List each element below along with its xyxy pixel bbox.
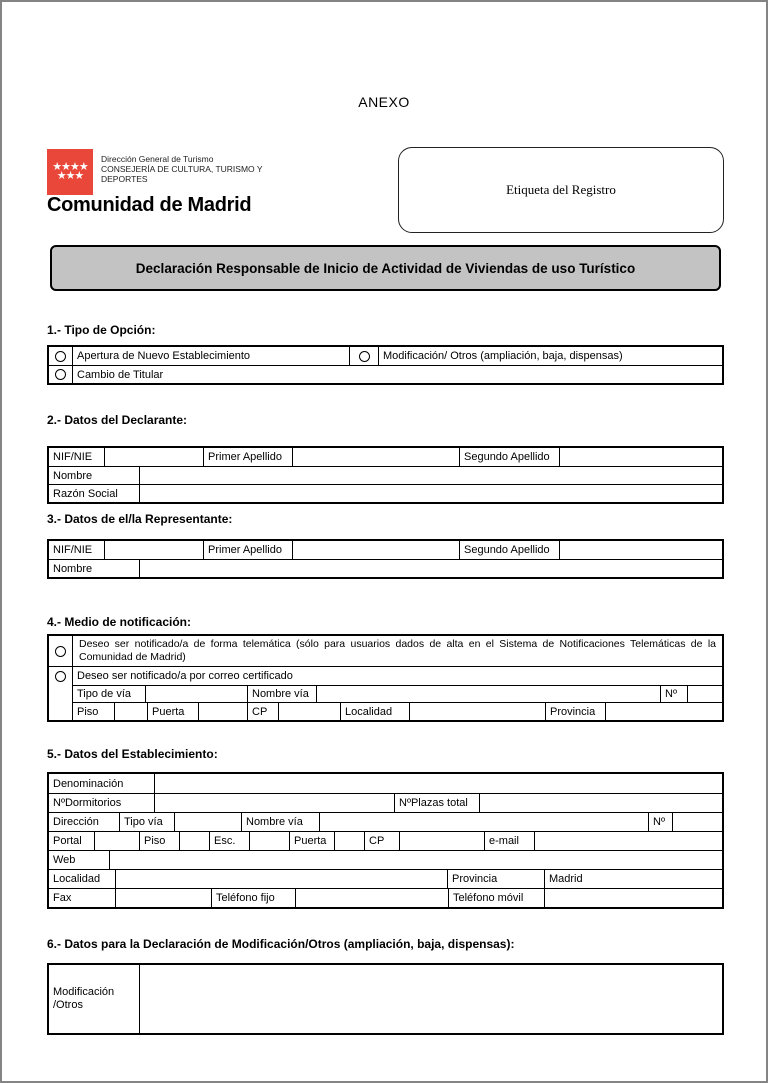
declarante-nombre-label: Nombre	[53, 469, 93, 482]
estab-telefono-movil-label: Teléfono móvil	[448, 889, 544, 907]
dept-line-1: Dirección General de Turismo	[101, 154, 214, 164]
declarante-primer-apellido-input[interactable]	[292, 448, 459, 466]
declarante-nif-label: NIF/NIE	[53, 451, 93, 463]
section4-heading: 4.- Medio de notificación:	[47, 615, 192, 629]
notif-piso-input[interactable]	[114, 703, 147, 720]
estab-web-input[interactable]	[109, 851, 722, 869]
section5-table	[47, 772, 724, 909]
representante-segundo-apellido-input[interactable]	[559, 541, 722, 559]
representante-nombre-input[interactable]	[139, 560, 722, 577]
representante-primer-apellido-label: Primer Apellido	[203, 541, 292, 559]
representante-nif-label: NIF/NIE	[53, 544, 93, 556]
notif-numero-label: Nº	[660, 686, 687, 703]
estab-email-input[interactable]	[534, 832, 722, 850]
representante-segundo-apellido-label: Segundo Apellido	[459, 541, 559, 559]
estab-telefono-fijo-label: Teléfono fijo	[211, 889, 295, 907]
declarante-segundo-apellido-input[interactable]	[559, 448, 722, 466]
estab-piso-input[interactable]	[179, 832, 209, 850]
option-telematica-label: Deseo ser notificado/a de forma telemática (sólo para usuarios dados de alta en el Sistema de Notificaciones Telemáticas de la Comunidad de Madrid)	[72, 636, 722, 666]
notif-tipo-via-label: Tipo de vía	[77, 687, 132, 700]
logo-stars-icon: ★★★	[56, 170, 84, 182]
estab-esc-label: Esc.	[209, 832, 249, 850]
section3-table	[47, 539, 724, 579]
notif-localidad-input[interactable]	[409, 703, 545, 720]
estab-web-label: Web	[53, 854, 76, 866]
form-title-bar	[50, 245, 721, 291]
estab-cp-input[interactable]	[399, 832, 484, 850]
section5-heading: 5.- Datos del Establecimiento:	[47, 747, 218, 761]
estab-portal-input[interactable]	[94, 832, 139, 850]
estab-numero-label: Nº	[648, 813, 672, 831]
option-apertura-label: Apertura de Nuevo Establecimiento	[72, 347, 349, 365]
declarante-nif-input[interactable]	[104, 448, 203, 466]
estab-tipo-via-input[interactable]	[174, 813, 241, 831]
section2-heading: 2.- Datos del Declarante:	[47, 413, 188, 427]
estab-telefono-movil-input[interactable]	[544, 889, 722, 907]
notif-nombre-via-input[interactable]	[316, 686, 660, 703]
registry-label-text: Etiqueta del Registro	[506, 182, 616, 197]
notif-puerta-label: Puerta	[147, 703, 198, 720]
section6-heading: 6.- Datos para la Declaración de Modificación/Otros (ampliación, baja, dispensas):	[47, 937, 515, 951]
notif-cp-label: CP	[247, 703, 278, 720]
estab-dormitorios-label: NºDormitorios	[53, 797, 122, 809]
estab-telefono-fijo-input[interactable]	[295, 889, 448, 907]
representante-primer-apellido-input[interactable]	[292, 541, 459, 559]
notif-tipo-via-input[interactable]	[145, 686, 247, 703]
estab-provincia-label: Provincia	[447, 870, 544, 888]
declarante-primer-apellido-label: Primer Apellido	[203, 448, 292, 466]
estab-email-label: e-mail	[484, 832, 534, 850]
estab-denominacion-input[interactable]	[154, 774, 722, 793]
estab-piso-label: Piso	[139, 832, 179, 850]
section1-heading: 1.- Tipo de Opción:	[47, 323, 156, 337]
option-cambio-label: Cambio de Titular	[72, 366, 722, 383]
section6-table	[47, 963, 724, 1035]
estab-provincia-input[interactable]: Madrid	[544, 870, 722, 888]
estab-denominacion-label: Denominación	[53, 777, 124, 790]
estab-portal-label: Portal	[53, 835, 82, 847]
estab-fax-input[interactable]	[115, 889, 211, 907]
estab-puerta-label: Puerta	[289, 832, 334, 850]
dept-line-3: DEPORTES	[101, 174, 148, 184]
notif-provincia-label: Provincia	[545, 703, 605, 720]
notif-provincia-input[interactable]	[605, 703, 722, 720]
estab-esc-input[interactable]	[249, 832, 289, 850]
declarante-segundo-apellido-label: Segundo Apellido	[459, 448, 559, 466]
estab-direccion-label: Dirección	[53, 816, 99, 828]
option-modificacion-label: Modificación/ Otros (ampliación, baja, dispensas)	[378, 347, 722, 365]
section1-table	[47, 345, 724, 385]
representante-nif-input[interactable]	[104, 541, 203, 559]
registry-label-box	[398, 147, 724, 233]
radio-notificacion-correo[interactable]	[55, 671, 66, 682]
anexo-heading: ANEXO	[358, 94, 410, 110]
representante-nombre-label: Nombre	[53, 562, 93, 575]
notif-puerta-input[interactable]	[198, 703, 247, 720]
form-title: Declaración Responsable de Inicio de Actividad de Viviendas de uso Turístico	[135, 260, 636, 276]
modificacion-otros-input[interactable]	[139, 965, 722, 1033]
radio-apertura[interactable]	[55, 351, 66, 362]
radio-modificacion[interactable]	[359, 351, 370, 362]
modificacion-otros-label: Modificación /Otros	[53, 986, 115, 1011]
estab-fax-label: Fax	[53, 892, 72, 904]
department-text	[101, 154, 263, 184]
section4-table	[47, 634, 724, 722]
estab-localidad-label: Localidad	[53, 873, 101, 885]
declarante-nombre-input[interactable]	[139, 467, 722, 484]
declarante-razon-social-label: Razón Social	[53, 487, 118, 500]
estab-nombre-via-label: Nombre vía	[241, 813, 319, 831]
estab-tipo-via-label: Tipo vía	[119, 813, 174, 831]
dept-line-2: CONSEJERÍA DE CULTURA, TURISMO Y	[101, 164, 263, 174]
notif-cp-input[interactable]	[278, 703, 340, 720]
estab-cp-label: CP	[364, 832, 399, 850]
section2-table	[47, 446, 724, 504]
radio-notificacion-telematica[interactable]	[55, 646, 66, 657]
estab-plazas-input[interactable]	[479, 794, 722, 812]
estab-puerta-input[interactable]	[334, 832, 364, 850]
estab-plazas-label: NºPlazas total	[394, 794, 479, 812]
estab-dormitorios-input[interactable]	[154, 794, 394, 812]
option-correo-label: Deseo ser notificado/a por correo certificado	[77, 669, 293, 682]
notif-numero-input[interactable]	[687, 686, 722, 703]
estab-nombre-via-input[interactable]	[319, 813, 648, 831]
notif-piso-label: Piso	[77, 705, 99, 718]
section3-heading: 3.- Datos de el/la Representante:	[47, 512, 233, 526]
logo-stars-icon: ★★★★	[52, 161, 88, 173]
estab-numero-input[interactable]	[672, 813, 722, 831]
brand-title: Comunidad de Madrid	[47, 194, 252, 216]
declarante-razon-social-input[interactable]	[139, 485, 722, 502]
madrid-logo	[47, 149, 93, 195]
notif-localidad-label: Localidad	[340, 703, 409, 720]
notif-nombre-via-label: Nombre vía	[247, 686, 316, 703]
radio-cambio-titular[interactable]	[55, 369, 66, 380]
estab-localidad-input[interactable]	[115, 870, 447, 888]
